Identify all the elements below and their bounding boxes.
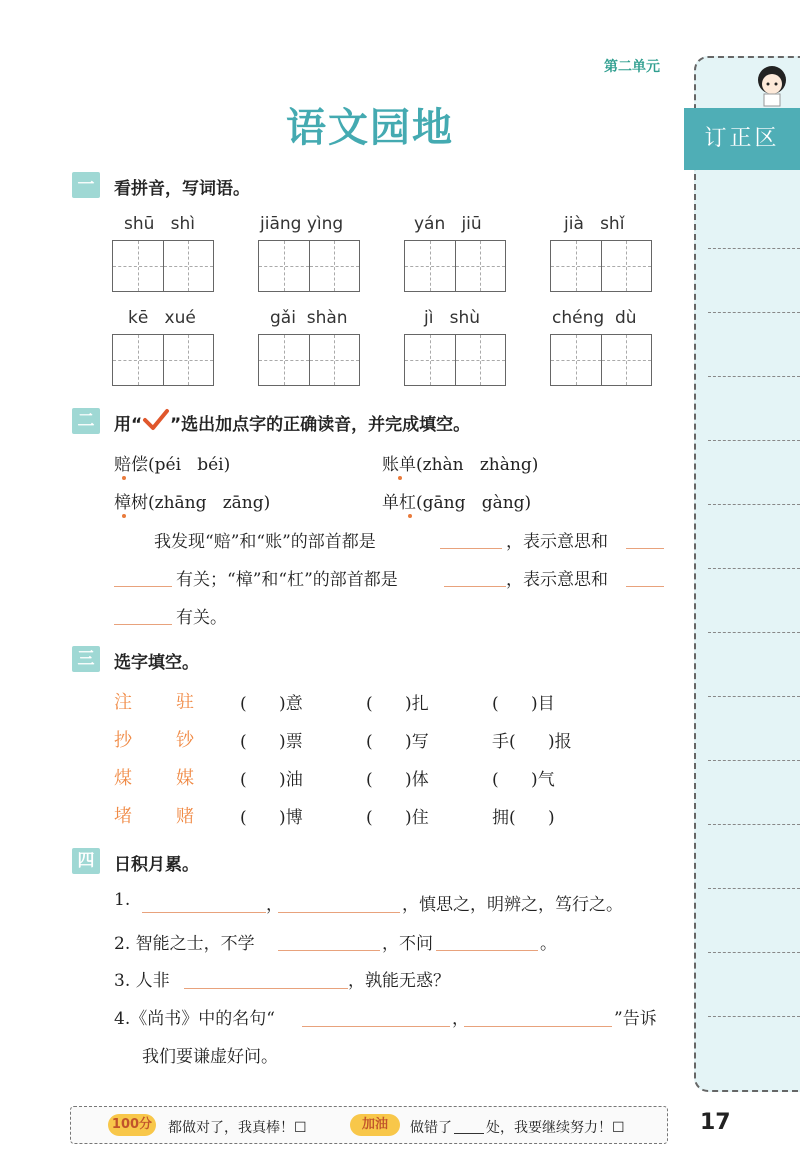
encourage-badge: 加油 xyxy=(350,1114,400,1136)
section-1-title: 看拼音，写词语。 xyxy=(114,179,250,199)
choice-char: 驻 xyxy=(176,692,194,713)
quote-text: 。 xyxy=(540,934,557,954)
writing-grid[interactable] xyxy=(550,240,652,292)
correction-line xyxy=(708,504,800,505)
correction-line xyxy=(708,696,800,697)
unit-label: 第二单元 xyxy=(604,59,660,75)
answer-blank[interactable] xyxy=(440,548,502,549)
correction-line xyxy=(708,312,800,313)
quote-text: 3. 人非 xyxy=(114,971,170,991)
writing-grid[interactable] xyxy=(404,334,506,386)
section-4-title: 日积月累。 xyxy=(114,855,199,875)
choice-char: 煤 xyxy=(114,768,132,789)
answer-blank[interactable] xyxy=(184,988,348,989)
correction-label: 订正区 xyxy=(684,108,800,170)
fill-item[interactable]: ( )意 xyxy=(240,694,303,714)
answer-blank[interactable] xyxy=(114,586,172,587)
answer-blank[interactable] xyxy=(444,586,506,587)
fill-item[interactable]: ( )体 xyxy=(366,770,429,790)
writing-grid[interactable] xyxy=(112,334,214,386)
paragraph-text: ，表示意思和 xyxy=(506,570,608,590)
section-4-badge: 四 xyxy=(72,848,100,874)
pinyin-label: kē xué xyxy=(128,308,196,328)
answer-blank[interactable] xyxy=(114,624,172,625)
fill-item[interactable]: ( )扎 xyxy=(366,694,429,714)
fill-item[interactable]: 拥( ) xyxy=(492,808,555,828)
paragraph-text: ，表示意思和 xyxy=(506,532,608,552)
correction-line xyxy=(708,440,800,441)
correction-line xyxy=(708,824,800,825)
word-with-pinyin-choice: 单杠(gāng gàng) xyxy=(382,493,532,513)
score-badge: 100分 xyxy=(108,1114,156,1136)
section-3-badge: 三 xyxy=(72,646,100,672)
answer-blank[interactable] xyxy=(142,912,266,913)
fill-item[interactable]: ( )写 xyxy=(366,732,429,752)
emphasis-dot xyxy=(122,476,126,480)
fill-item[interactable]: ( )油 xyxy=(240,770,303,790)
correction-line xyxy=(708,1016,800,1017)
pinyin-label: jià shǐ xyxy=(564,214,625,234)
choice-char: 抄 xyxy=(114,730,132,751)
section-1-badge: 一 xyxy=(72,172,100,198)
word-with-pinyin-choice: 赔偿(péi béi) xyxy=(114,455,231,475)
choice-char: 钞 xyxy=(176,730,194,751)
writing-grid[interactable] xyxy=(112,240,214,292)
fill-item[interactable]: ( )气 xyxy=(492,770,555,790)
fill-item[interactable]: ( )住 xyxy=(366,808,429,828)
writing-grid[interactable] xyxy=(404,240,506,292)
choice-char: 注 xyxy=(114,692,132,713)
section-2-badge: 二 xyxy=(72,408,100,434)
quote-text: ，不问 xyxy=(382,934,433,954)
self-check-errors-label: 做错了 xyxy=(410,1120,452,1136)
error-count-blank[interactable] xyxy=(454,1133,484,1134)
correction-line xyxy=(708,632,800,633)
answer-blank[interactable] xyxy=(464,1026,612,1027)
section-2-title-start: 用“ xyxy=(114,415,143,435)
fill-item[interactable]: ( )票 xyxy=(240,732,303,752)
item-number: 1. xyxy=(114,890,131,910)
girl-avatar-icon xyxy=(748,60,796,108)
punctuation: ， xyxy=(266,895,283,915)
section-2-title-end: ”选出加点字的正确读音，并完成填空。 xyxy=(170,415,471,435)
page-number: 17 xyxy=(700,1110,731,1135)
answer-blank[interactable] xyxy=(626,548,664,549)
word-with-pinyin-choice: 樟树(zhāng zāng) xyxy=(114,493,271,513)
self-check-errors[interactable]: 处，我要继续努力！☐ xyxy=(486,1120,625,1136)
correction-line xyxy=(708,568,800,569)
correction-line xyxy=(708,888,800,889)
paragraph-text: 我发现“赔”和“账”的部首都是 xyxy=(154,532,376,552)
pinyin-label: yán jiū xyxy=(414,214,482,234)
fill-item[interactable]: 手( )报 xyxy=(492,732,572,752)
writing-grid[interactable] xyxy=(258,334,360,386)
fill-item[interactable]: ( )目 xyxy=(492,694,555,714)
choice-char: 赌 xyxy=(176,806,194,827)
quote-text: 4.《尚书》中的名句“ xyxy=(114,1009,275,1029)
paragraph-text: 有关。 xyxy=(176,608,227,628)
quote-text: ，孰能无惑？ xyxy=(348,971,450,991)
punctuation: ， xyxy=(452,1009,469,1029)
choice-char: 媒 xyxy=(176,768,194,789)
answer-blank[interactable] xyxy=(278,912,400,913)
checkmark-icon xyxy=(142,408,170,432)
writing-grid[interactable] xyxy=(550,334,652,386)
correction-line xyxy=(708,376,800,377)
quote-text: 2. 智能之士，不学 xyxy=(114,934,255,954)
correction-line xyxy=(708,760,800,761)
emphasis-dot xyxy=(398,476,402,480)
correction-line xyxy=(708,248,800,249)
emphasis-dot xyxy=(122,514,126,518)
answer-blank[interactable] xyxy=(278,950,380,951)
answer-blank[interactable] xyxy=(626,586,664,587)
pinyin-label: shū shì xyxy=(124,214,195,234)
choice-char: 堵 xyxy=(114,806,132,827)
word-with-pinyin-choice: 账单(zhàn zhàng) xyxy=(382,455,539,475)
quote-text: 我们要谦虚好问。 xyxy=(142,1047,278,1067)
emphasis-dot xyxy=(408,514,412,518)
fill-item[interactable]: ( )博 xyxy=(240,808,303,828)
self-check-all-correct[interactable]: 都做对了，我真棒！☐ xyxy=(168,1120,307,1136)
writing-grid[interactable] xyxy=(258,240,360,292)
answer-blank[interactable] xyxy=(302,1026,450,1027)
quote-text: ”告诉 xyxy=(614,1009,657,1029)
correction-area xyxy=(694,56,800,1092)
pinyin-label: jiāng yìng xyxy=(260,214,344,234)
correction-line xyxy=(708,952,800,953)
pinyin-label: jì shù xyxy=(424,308,481,328)
pinyin-label: gǎi shàn xyxy=(270,308,348,328)
quote-text: ，慎思之，明辨之，笃行之。 xyxy=(402,895,623,915)
page-title: 语文园地 xyxy=(286,105,454,151)
paragraph-text: 有关；“樟”和“杠”的部首都是 xyxy=(176,570,398,590)
section-3-title: 选字填空。 xyxy=(114,653,199,673)
pinyin-label: chéng dù xyxy=(552,308,637,328)
answer-blank[interactable] xyxy=(436,950,538,951)
